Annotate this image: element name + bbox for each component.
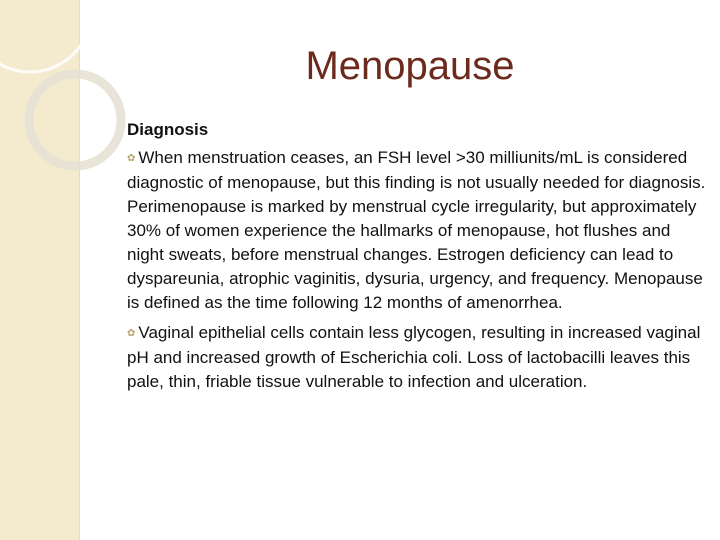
bullet-text-1: When menstruation ceases, an FSH level >30 milliunits/mL is considered diagnostic of menopause, but this finding is not usually needed for diagnosis. Perimenopause is marked by menstrual cycle irregularity, but approximately 30% of women experience the hallmarks of menopause, hot flushes and night sweats, before menstrual changes. Estrogen deficiency can lead to dyspareunia, atrophic vaginitis, dysuria, urgency, and frequency. Menopause is defined as the time following 12 months of amenorrhea. <box>127 148 706 312</box>
decorative-circles <box>0 0 140 180</box>
slide-content <box>127 118 707 400</box>
subheading: Diagnosis <box>127 120 209 139</box>
bullet-text-2: Vaginal epithelial cells contain less glycogen, resulting in increased vaginal pH and increased growth of Escherichia coli. Loss of lactobacilli leaves this pale, thin, friable tissue vulnerable to infection and ulceration. <box>127 323 701 391</box>
bullet-icon: ✿ <box>127 328 136 339</box>
bullet-icon: ✿ <box>127 153 136 164</box>
slide-title: Menopause <box>305 44 515 88</box>
bullet-paragraph-2 <box>127 321 707 394</box>
bullet-paragraph-1 <box>127 146 707 315</box>
